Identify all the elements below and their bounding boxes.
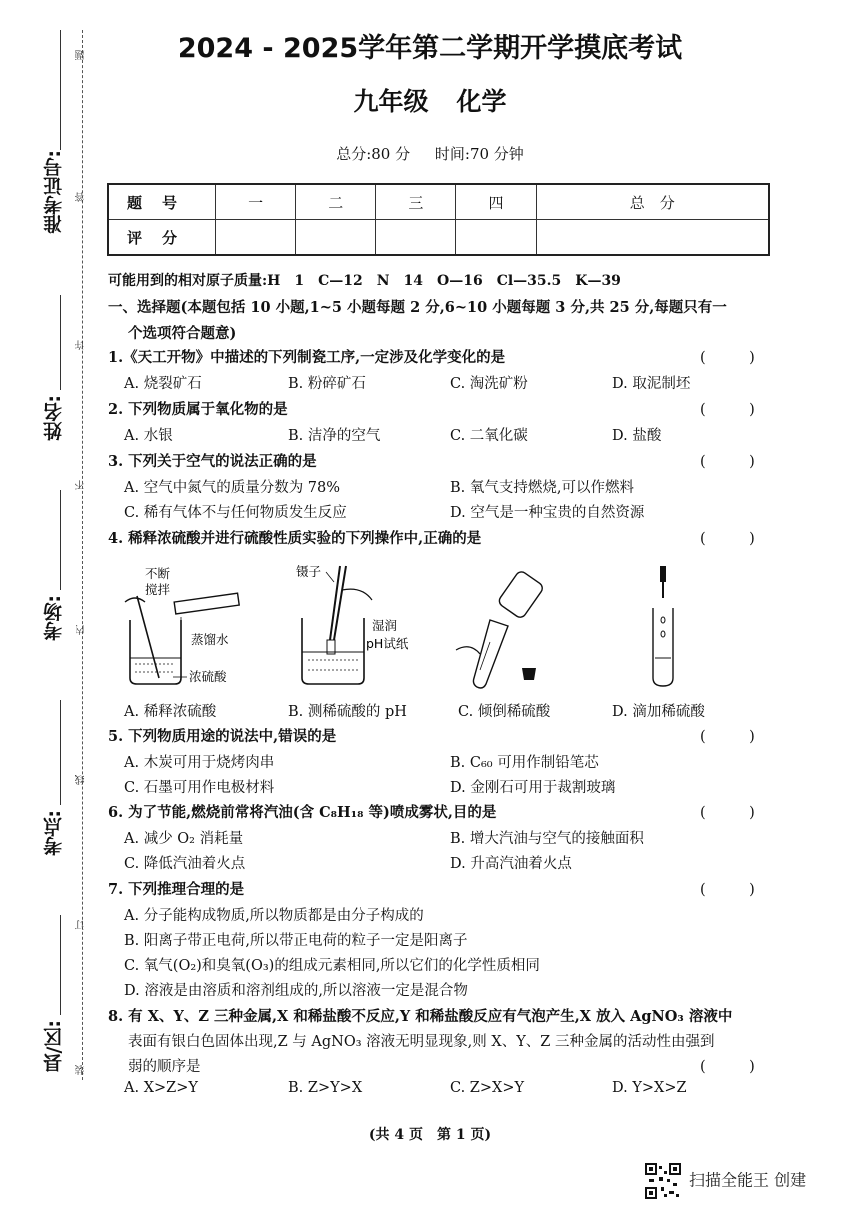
score-row-header: 评分 [108, 220, 216, 256]
option: D. 盐酸 [612, 428, 662, 444]
option: D. 升高汽油着火点 [450, 856, 572, 872]
option: B. 增大汽油与空气的接触面积 [450, 831, 644, 847]
seal-char: 订 [76, 920, 87, 930]
figure-label: 搅拌 [145, 582, 171, 597]
option: C. 淘洗矿粉 [450, 376, 528, 392]
option: B. 氧气支持燃烧,可以作燃料 [450, 480, 634, 496]
option: D. 滴加稀硫酸 [612, 704, 705, 720]
answer-bracket[interactable]: ( ) [700, 1059, 755, 1075]
question-3-stem: 3. 下列关于空气的说法正确的是 [108, 453, 317, 470]
column-header: 总 分 [536, 184, 769, 220]
figure-label: pH试纸 [366, 636, 409, 651]
subject: 化学 [456, 87, 507, 116]
option: D. Y>X>Z [612, 1080, 687, 1096]
grade: 九年级 [353, 87, 429, 116]
option: A. 稀释浓硫酸 [124, 704, 217, 720]
page-footer: (共 4 页 第 1 页) [368, 1127, 492, 1143]
question-1-stem: 1.《天工开物》中描述的下列制瓷工序,一定涉及化学变化的是 [108, 349, 506, 366]
option: A. 木炭可用于烧烤肉串 [124, 755, 275, 771]
county-label: 县/区: [43, 1020, 65, 1073]
seal-char: 装 [76, 1065, 87, 1075]
figure-measure-ph [292, 560, 442, 690]
score-cell[interactable] [216, 220, 296, 256]
subtitle [0, 82, 860, 118]
option: A. 减少 O₂ 消耗量 [124, 831, 244, 847]
column-header: 二 [296, 184, 376, 220]
seal-char: 许 [76, 340, 87, 350]
name-label: 姓名: [43, 395, 65, 441]
option: B. 阳离子带正电荷,所以带正电荷的粒子一定是阳离子 [124, 933, 468, 949]
option: C. Z>X>Y [450, 1080, 525, 1096]
seal-char: 不 [76, 480, 87, 490]
figure-label: 浓硫酸 [189, 669, 227, 684]
option: D. 金刚石可用于裁割玻璃 [450, 780, 616, 796]
answer-bracket[interactable]: ( ) [700, 402, 755, 418]
option: B. 粉碎矿石 [288, 376, 366, 392]
option: B. C₆₀ 可用作制铅笔芯 [450, 755, 599, 771]
question-number-header: 题号 [108, 184, 216, 220]
seal-char: 答 [76, 192, 87, 202]
exam-room-label: 考场: [43, 595, 65, 641]
exam-title: 2024 - 2025学年第二学期开学摸底考试 [177, 33, 683, 64]
county-underline [60, 915, 61, 1015]
figure-label: 不断 [145, 566, 171, 581]
exam-room-underline [60, 490, 61, 590]
column-header: 一 [216, 184, 296, 220]
answer-bracket[interactable]: ( ) [700, 729, 755, 745]
option: A. 分子能构成物质,所以物质都是由分子构成的 [124, 908, 424, 924]
score-cell[interactable] [296, 220, 376, 256]
option: B. Z>Y>X [288, 1080, 363, 1096]
question-2-stem: 2. 下列物质属于氧化物的是 [108, 401, 288, 418]
figure-label: 蒸馏水 [191, 632, 229, 647]
answer-bracket[interactable]: ( ) [700, 531, 755, 547]
answer-bracket[interactable]: ( ) [700, 882, 755, 898]
question-8-stem-cont: 表面有银白色固体出现,Z 与 AgNO₃ 溶液无明显现象,则 X、Y、Z 三种金属的活动性由强到 [128, 1034, 715, 1050]
exam-time: 时间:70 分钟 [434, 145, 524, 163]
atomic-masses: 可能用到的相对原子质量:H 1 C—12 N 14 O—16 Cl—35.5 K—39 [108, 273, 621, 289]
score-cell[interactable] [536, 220, 769, 256]
watermark-text: 扫描全能王 创建 [689, 1170, 807, 1190]
answer-bracket[interactable]: ( ) [700, 454, 755, 470]
figure-label: 镊子 [296, 564, 322, 579]
name-underline [60, 295, 61, 390]
figure-label: 湿润 [372, 618, 398, 633]
option: C. 降低汽油着火点 [124, 856, 246, 872]
question-7-stem: 7. 下列推理合理的是 [108, 881, 245, 898]
option: C. 稀有气体不与任何物质发生反应 [124, 505, 347, 521]
question-6-stem: 6. 为了节能,燃烧前常将汽油(含 C₈H₁₈ 等)喷成雾状,目的是 [108, 804, 497, 821]
section-heading: 一、选择题(本题包括 10 小题,1~5 小题每题 2 分,6~10 小题每题 3 分,共 25 分,每题只有一 [108, 299, 727, 316]
option: B. 洁净的空气 [288, 428, 381, 444]
column-header: 三 [376, 184, 456, 220]
seal-char: 线 [76, 775, 87, 785]
option: D. 溶液是由溶质和溶剂组成的,所以溶液一定是混合物 [124, 983, 468, 999]
answer-bracket[interactable]: ( ) [700, 805, 755, 821]
option: A. 空气中氮气的质量分数为 78% [124, 480, 341, 496]
option: D. 空气是一种宝贵的自然资源 [450, 505, 645, 521]
option: D. 取泥制坯 [612, 376, 691, 392]
option: C. 氧气(O₂)和臭氧(O₃)的组成元素相同,所以它们的化学性质相同 [124, 958, 540, 974]
question-5-stem: 5. 下列物质用途的说法中,错误的是 [108, 728, 337, 745]
question-8-stem-cont: 弱的顺序是 [128, 1059, 201, 1075]
scanner-watermark [645, 1163, 806, 1199]
question-4-stem: 4. 稀释浓硫酸并进行硫酸性质实验的下列操作中,正确的是 [108, 530, 482, 547]
question-8-stem: 8. 有 X、Y、Z 三种金属,X 和稀盐酸不反应,Y 和稀盐酸反应有气泡产生,X 放入 AgNO₃ 溶液中 [108, 1008, 733, 1025]
exam-number-label: 准考证号: [43, 150, 65, 234]
answer-bracket[interactable]: ( ) [700, 350, 755, 366]
score-cell[interactable] [456, 220, 536, 256]
figure-dilute-acid [115, 560, 275, 690]
option: C. 倾倒稀硫酸 [458, 704, 551, 720]
exam-meta [0, 143, 860, 164]
figure-pour-acid [450, 560, 580, 690]
table-row [108, 184, 769, 220]
option: C. 石墨可用作电极材料 [124, 780, 275, 796]
table-row [108, 220, 769, 256]
option: A. 水银 [124, 428, 173, 444]
exam-site-underline [60, 700, 61, 805]
section-heading-cont: 个选项符合题意) [128, 325, 237, 342]
qr-code-icon [645, 1163, 681, 1199]
total-score: 总分:80 分 [336, 145, 411, 163]
option: A. 烧裂矿石 [124, 376, 202, 392]
exam-site-label: 考点: [43, 810, 65, 856]
score-cell[interactable] [376, 220, 456, 256]
option: C. 二氧化碳 [450, 428, 528, 444]
score-table [107, 183, 770, 256]
option: A. X>Z>Y [124, 1080, 198, 1096]
figure-add-dropwise [635, 560, 695, 690]
column-header: 四 [456, 184, 536, 220]
option: B. 测稀硫酸的 pH [288, 704, 407, 720]
seal-char: 题 [76, 50, 87, 60]
seal-char: 内 [76, 625, 87, 635]
